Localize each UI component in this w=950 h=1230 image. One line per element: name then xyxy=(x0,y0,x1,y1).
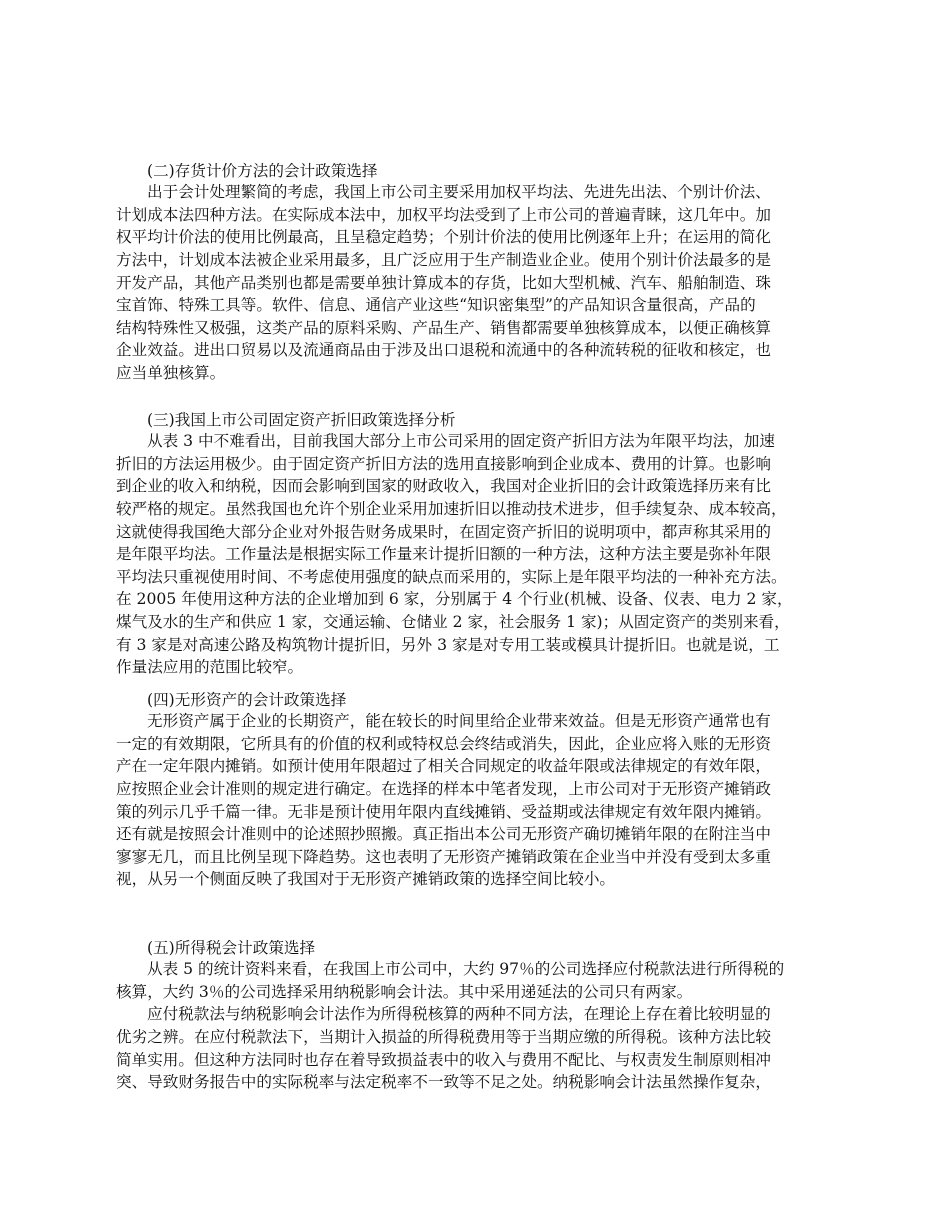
text-line: 一定的有效期限，它所具有的价值的权利或特权总会终结或消失，因此，企业应将入账的无形资 xyxy=(116,734,771,753)
text-line: 应按照企业会计准则的规定进行确定。在选择的样本中笔者发现，上市公司对于无形资产摊销政 xyxy=(116,779,771,798)
text-line: 煤气及水的生产和供应 1 家，交通运输、仓储业 2 家，社会服务 1 家)；从固定资产的类别来看， xyxy=(116,612,790,631)
section-heading: (五)所得税会计政策选择 xyxy=(147,939,316,957)
text-line: 企业效益。进出口贸易以及流通商品由于涉及出口退税和流通中的各种流转税的征收和核定，也 xyxy=(116,341,771,360)
text-line: 是年限平均法。工作量法是根据实际工作量来计提折旧额的一种方法，这种方法主要是弥补年限 xyxy=(116,545,771,564)
text-line: 折旧的方法运用极少。由于固定资产折旧方法的选用直接影响到企业成本、费用的计算。也影响 xyxy=(116,454,771,473)
text-line: 核算，大约 3％的公司选择采用纳税影响会计法。其中采用递延法的公司只有两家。 xyxy=(116,982,693,1001)
text-line: 结构特殊性又极强，这类产品的原料采购、产品生产、销售都需要单独核算成本，以便正确核算 xyxy=(116,318,771,337)
text-line: 突、导致财务报告中的实际税率与法定税率不一致等不足之处。纳税影响会计法虽然操作复杂， xyxy=(116,1073,771,1092)
text-line: 宝首饰、特殊工具等。软件、信息、通信产业这些“知识密集型”的产品知识含量很高，产品的 xyxy=(116,296,756,315)
text-line: 产在一定年限内摊销。如预计使用年限超过了相关合同规定的收益年限或法律规定的有效年限， xyxy=(116,757,771,776)
text-line: 方法中，计划成本法被企业采用最多，且广泛应用于生产制造业企业。使用个别计价法最多的是 xyxy=(116,250,771,269)
text-line: 平均法只重视使用时间、不考虑使用强度的缺点而采用的，实际上是年限平均法的一种补充方法。 xyxy=(116,567,787,586)
text-line: 作量法应用的范围比较窄。 xyxy=(116,658,304,677)
section-2 xyxy=(116,411,838,679)
text-line: 在 2005 年使用这种方法的企业增加到 6 家，分别属于 4 个行业(机械、设备、仪表、电力 2 家， xyxy=(116,590,793,609)
section-3 xyxy=(116,691,838,891)
text-line: 计划成本法四种方法。在实际成本法中，加权平均法受到了上市公司的普遍青睐，这几年中。加 xyxy=(116,205,771,224)
text-line: 这就使得我国绝大部分企业对外报告财务成果时，在固定资产折旧的说明项中，都声称其采用的 xyxy=(116,522,771,541)
text-line: 到企业的收入和纳税，因而会影响到国家的财政收入，我国对企业折旧的会计政策选择历来有比 xyxy=(116,477,771,496)
text-line: 策的列示几乎千篇一律。无非是预计使用年限内直线摊销、受益期或法律规定有效年限内摊销。 xyxy=(116,802,771,821)
text-line: 无形资产属于企业的长期资产，能在较长的时间里给企业带来效益。但是无形资产通常也有 xyxy=(147,712,771,731)
section-heading: (三)我国上市公司固定资产折旧政策选择分析 xyxy=(147,411,456,429)
text-line: 较严格的规定。虽然我国也允许个别企业采用加速折旧以推动技术进步，但手续复杂、成本较高， xyxy=(116,499,787,518)
text-line: 从表 5 的统计资料来看，在我国上市公司中，大约 97％的公司选择应付税款法进行所得税的 xyxy=(147,960,785,979)
text-line: 开发产品，其他产品类别也都是需要单独计算成本的存货，比如大型机械、汽车、船舶制造、珠 xyxy=(116,273,771,292)
section-heading: (二)存货计价方法的会计政策选择 xyxy=(147,162,378,180)
text-line: 简单实用。但这种方法同时也存在着导致损益表中的收入与费用不配比、与权责发生制原则相冲 xyxy=(116,1050,771,1069)
text-line: 应当单独核算。 xyxy=(116,363,226,382)
text-line: 应付税款法与纳税影响会计法作为所得税核算的两种不同方法，在理论上存在着比较明显的 xyxy=(147,1005,771,1024)
text-line: 出于会计处理繁简的考虑，我国上市公司主要采用加权平均法、先进先出法、个别计价法、 xyxy=(147,183,771,202)
section-1 xyxy=(116,162,838,385)
text-line: 有 3 家是对高速公路及构筑物计提折旧，另外 3 家是对专用工装或模具计提折旧。也就是说，工 xyxy=(116,635,780,654)
text-line: 优劣之辨。在应付税款法下，当期计入损益的所得税费用等于当期应缴的所得税。该种方法比较 xyxy=(116,1027,771,1046)
text-line: 权平均计价法的使用比例最高，且呈稳定趋势；个别计价法的使用比例逐年上升；在运用的简化 xyxy=(116,228,771,247)
text-line: 从表 3 中不难看出，目前我国大部分上市公司采用的固定资产折旧方法为年限平均法，加速 xyxy=(147,432,775,451)
section-heading: (四)无形资产的会计政策选择 xyxy=(147,691,347,709)
section-4 xyxy=(116,939,838,1094)
text-line: 寥寥无几，而且比例呈现下降趋势。这也表明了无形资产摊销政策在企业当中并没有受到太多重 xyxy=(116,847,771,866)
text-line: 视，从另一个侧面反映了我国对于无形资产摊销政策的选择空间比较小。 xyxy=(116,870,616,889)
text-line: 还有就是按照会计准则中的论述照抄照搬。真正指出本公司无形资产确切摊销年限的在附注当中 xyxy=(116,825,771,844)
